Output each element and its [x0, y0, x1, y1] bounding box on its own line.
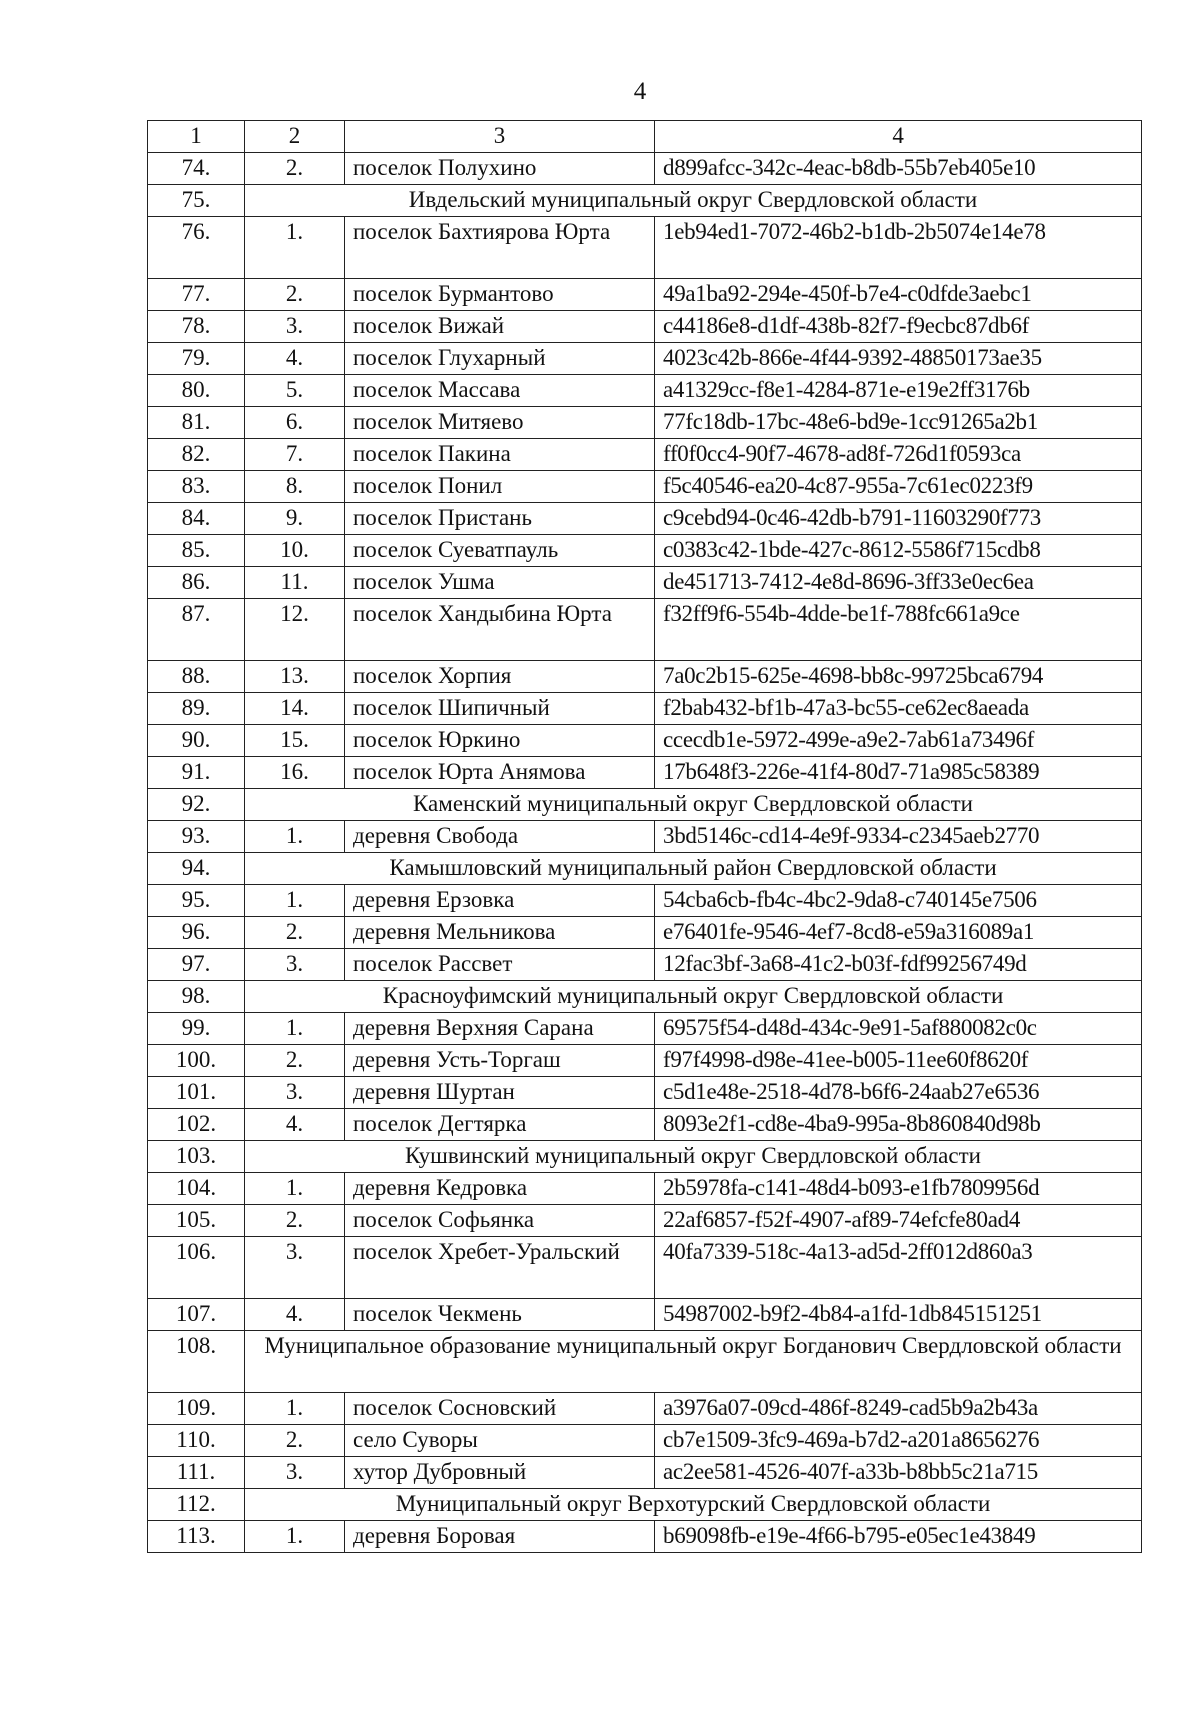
guid-cell: e76401fe-9546-4ef7-8cd8-e59a316089a1 [655, 917, 1142, 949]
sub-number-cell: 1. [245, 885, 345, 917]
settlement-name-cell: деревня Свобода [345, 821, 655, 853]
settlement-name-cell: поселок Суеватпауль [345, 535, 655, 567]
settlement-name-cell: деревня Боровая [345, 1521, 655, 1553]
guid-cell: c0383c42-1bde-427c-8612-5586f715cdb8 [655, 535, 1142, 567]
table-row [148, 1045, 1142, 1077]
sub-number-cell: 7. [245, 439, 345, 471]
sub-number-cell: 3. [245, 1237, 345, 1299]
sub-number-cell: 3. [245, 1077, 345, 1109]
row-number-cell: 113. [148, 1521, 245, 1553]
settlement-name-cell: деревня Верхняя Сарана [345, 1013, 655, 1045]
row-number-cell: 87. [148, 599, 245, 661]
row-number-cell: 80. [148, 375, 245, 407]
sub-number-cell: 1. [245, 217, 345, 279]
guid-cell: c44186e8-d1df-438b-82f7-f9ecbc87db6f [655, 311, 1142, 343]
row-number-cell: 103. [148, 1141, 245, 1173]
guid-cell: 40fa7339-518c-4a13-ad5d-2ff012d860a3 [655, 1237, 1142, 1299]
table-row [148, 693, 1142, 725]
guid-cell: a3976a07-09cd-486f-8249-cad5b9a2b43a [655, 1393, 1142, 1425]
table-row [148, 439, 1142, 471]
table-row [148, 503, 1142, 535]
group-row [148, 853, 1142, 885]
guid-cell: ff0f0cc4-90f7-4678-ad8f-726d1f0593ca [655, 439, 1142, 471]
settlement-name-cell: поселок Хребет-Уральский [345, 1237, 655, 1299]
table-row [148, 311, 1142, 343]
settlement-name-cell: поселок Софьянка [345, 1205, 655, 1237]
sub-number-cell: 4. [245, 343, 345, 375]
sub-number-cell: 1. [245, 1013, 345, 1045]
guid-cell: f2bab432-bf1b-47a3-bc55-ce62ec8aeada [655, 693, 1142, 725]
header-cell-3: 3 [345, 121, 655, 153]
sub-number-cell: 2. [245, 1045, 345, 1077]
settlement-name-cell: поселок Бурмантово [345, 279, 655, 311]
row-number-cell: 108. [148, 1331, 245, 1393]
table-row [148, 1457, 1142, 1489]
row-number-cell: 99. [148, 1013, 245, 1045]
row-number-cell: 105. [148, 1205, 245, 1237]
sub-number-cell: 13. [245, 661, 345, 693]
settlement-name-cell: поселок Глухарный [345, 343, 655, 375]
sub-number-cell: 16. [245, 757, 345, 789]
table-row [148, 375, 1142, 407]
row-number-cell: 75. [148, 185, 245, 217]
guid-cell: c5d1e48e-2518-4d78-b6f6-24aab27e6536 [655, 1077, 1142, 1109]
row-number-cell: 78. [148, 311, 245, 343]
municipality-heading-cell: Муниципальный округ Верхотурский Свердловской области [245, 1489, 1142, 1521]
sub-number-cell: 2. [245, 153, 345, 185]
settlement-name-cell: поселок Рассвет [345, 949, 655, 981]
row-number-cell: 86. [148, 567, 245, 599]
settlement-name-cell: поселок Полухино [345, 153, 655, 185]
guid-cell: 3bd5146c-cd14-4e9f-9334-c2345aeb2770 [655, 821, 1142, 853]
table-row [148, 567, 1142, 599]
row-number-cell: 100. [148, 1045, 245, 1077]
guid-cell: 54987002-b9f2-4b84-a1fd-1db845151251 [655, 1299, 1142, 1331]
row-number-cell: 110. [148, 1425, 245, 1457]
sub-number-cell: 1. [245, 821, 345, 853]
sub-number-cell: 1. [245, 1521, 345, 1553]
row-number-cell: 104. [148, 1173, 245, 1205]
guid-cell: 4023c42b-866e-4f44-9392-48850173ae35 [655, 343, 1142, 375]
guid-cell: ccecdb1e-5972-499e-a9e2-7ab61a73496f [655, 725, 1142, 757]
table-row [148, 217, 1142, 279]
sub-number-cell: 2. [245, 917, 345, 949]
settlement-name-cell: поселок Юркино [345, 725, 655, 757]
row-number-cell: 76. [148, 217, 245, 279]
sub-number-cell: 6. [245, 407, 345, 439]
table-row [148, 1205, 1142, 1237]
municipality-heading-cell: Камышловский муниципальный район Свердловской области [245, 853, 1142, 885]
table-row [148, 661, 1142, 693]
table-row [148, 885, 1142, 917]
row-number-cell: 95. [148, 885, 245, 917]
settlement-name-cell: село Суворы [345, 1425, 655, 1457]
settlement-name-cell: деревня Шуртан [345, 1077, 655, 1109]
guid-cell: d899afcc-342c-4eac-b8db-55b7eb405e10 [655, 153, 1142, 185]
guid-cell: 2b5978fa-c141-48d4-b093-e1fb7809956d [655, 1173, 1142, 1205]
group-row [148, 789, 1142, 821]
row-number-cell: 85. [148, 535, 245, 567]
sub-number-cell: 9. [245, 503, 345, 535]
guid-cell: b69098fb-e19e-4f66-b795-e05ec1e43849 [655, 1521, 1142, 1553]
sub-number-cell: 3. [245, 311, 345, 343]
row-number-cell: 81. [148, 407, 245, 439]
row-number-cell: 98. [148, 981, 245, 1013]
guid-cell: 7a0c2b15-625e-4698-bb8c-99725bca6794 [655, 661, 1142, 693]
group-row [148, 1331, 1142, 1393]
guid-cell: f97f4998-d98e-41ee-b005-11ee60f8620f [655, 1045, 1142, 1077]
settlement-name-cell: деревня Кедровка [345, 1173, 655, 1205]
table-row [148, 725, 1142, 757]
table-row [148, 1109, 1142, 1141]
row-number-cell: 82. [148, 439, 245, 471]
row-number-cell: 77. [148, 279, 245, 311]
sub-number-cell: 14. [245, 693, 345, 725]
row-number-cell: 97. [148, 949, 245, 981]
header-cell-2: 2 [245, 121, 345, 153]
table-row [148, 279, 1142, 311]
row-number-cell: 88. [148, 661, 245, 693]
settlement-name-cell: деревня Мельникова [345, 917, 655, 949]
table-row [148, 1173, 1142, 1205]
row-number-cell: 74. [148, 153, 245, 185]
group-row [148, 185, 1142, 217]
table-row [148, 1425, 1142, 1457]
sub-number-cell: 4. [245, 1109, 345, 1141]
municipality-heading-cell: Красноуфимский муниципальный округ Свердловской области [245, 981, 1142, 1013]
row-number-cell: 101. [148, 1077, 245, 1109]
settlement-name-cell: поселок Массава [345, 375, 655, 407]
sub-number-cell: 11. [245, 567, 345, 599]
settlement-name-cell: поселок Юрта Анямова [345, 757, 655, 789]
sub-number-cell: 10. [245, 535, 345, 567]
row-number-cell: 79. [148, 343, 245, 375]
table-row [148, 343, 1142, 375]
guid-cell: 22af6857-f52f-4907-af89-74efcfe80ad4 [655, 1205, 1142, 1237]
page-number: 4 [633, 78, 647, 105]
settlement-name-cell: поселок Понил [345, 471, 655, 503]
sub-number-cell: 12. [245, 599, 345, 661]
table-row [148, 535, 1142, 567]
sub-number-cell: 3. [245, 1457, 345, 1489]
settlement-name-cell: поселок Пакина [345, 439, 655, 471]
municipality-heading-cell: Ивдельский муниципальный округ Свердловской области [245, 185, 1142, 217]
row-number-cell: 91. [148, 757, 245, 789]
settlement-name-cell: поселок Хандыбина Юрта [345, 599, 655, 661]
table-row [148, 757, 1142, 789]
group-row [148, 981, 1142, 1013]
row-number-cell: 109. [148, 1393, 245, 1425]
table-row [148, 1237, 1142, 1299]
municipality-heading-cell: Кушвинский муниципальный округ Свердловской области [245, 1141, 1142, 1173]
guid-cell: 17b648f3-226e-41f4-80d7-71a985c58389 [655, 757, 1142, 789]
guid-cell: cb7e1509-3fc9-469a-b7d2-a201a8656276 [655, 1425, 1142, 1457]
sub-number-cell: 15. [245, 725, 345, 757]
sub-number-cell: 2. [245, 279, 345, 311]
guid-cell: 69575f54-d48d-434c-9e91-5af880082c0c [655, 1013, 1142, 1045]
header-cell-1: 1 [148, 121, 245, 153]
settlement-name-cell: поселок Чекмень [345, 1299, 655, 1331]
table-row [148, 1299, 1142, 1331]
table-row [148, 471, 1142, 503]
settlement-name-cell: поселок Ушма [345, 567, 655, 599]
settlement-name-cell: хутор Дубровный [345, 1457, 655, 1489]
header-cell-4: 4 [655, 121, 1142, 153]
row-number-cell: 89. [148, 693, 245, 725]
guid-cell: f5c40546-ea20-4c87-955a-7c61ec0223f9 [655, 471, 1142, 503]
settlement-name-cell: поселок Дегтярка [345, 1109, 655, 1141]
sub-number-cell: 2. [245, 1425, 345, 1457]
table-row [148, 821, 1142, 853]
guid-cell: 49a1ba92-294e-450f-b7e4-c0dfde3aebc1 [655, 279, 1142, 311]
table-row [148, 1013, 1142, 1045]
table-row [148, 1077, 1142, 1109]
row-number-cell: 102. [148, 1109, 245, 1141]
settlement-name-cell: поселок Хорпия [345, 661, 655, 693]
table-row [148, 1393, 1142, 1425]
municipality-heading-cell: Каменский муниципальный округ Свердловской области [245, 789, 1142, 821]
sub-number-cell: 1. [245, 1173, 345, 1205]
settlement-name-cell: поселок Бахтиярова Юрта [345, 217, 655, 279]
settlement-name-cell: деревня Ерзовка [345, 885, 655, 917]
guid-cell: f32ff9f6-554b-4dde-be1f-788fc661a9ce [655, 599, 1142, 661]
table-row [148, 599, 1142, 661]
guid-cell: 12fac3bf-3a68-41c2-b03f-fdf99256749d [655, 949, 1142, 981]
guid-cell: c9cebd94-0c46-42db-b791-11603290f773 [655, 503, 1142, 535]
sub-number-cell: 4. [245, 1299, 345, 1331]
row-number-cell: 96. [148, 917, 245, 949]
settlement-name-cell: поселок Вижай [345, 311, 655, 343]
row-number-cell: 84. [148, 503, 245, 535]
guid-cell: ac2ee581-4526-407f-a33b-b8bb5c21a715 [655, 1457, 1142, 1489]
table-row [148, 153, 1142, 185]
settlement-name-cell: поселок Пристань [345, 503, 655, 535]
settlement-name-cell: поселок Митяево [345, 407, 655, 439]
guid-cell: 1eb94ed1-7072-46b2-b1db-2b5074e14e78 [655, 217, 1142, 279]
table-row [148, 1521, 1142, 1553]
guid-cell: 8093e2f1-cd8e-4ba9-995a-8b860840d98b [655, 1109, 1142, 1141]
row-number-cell: 112. [148, 1489, 245, 1521]
row-number-cell: 92. [148, 789, 245, 821]
table-row [148, 949, 1142, 981]
row-number-cell: 107. [148, 1299, 245, 1331]
settlements-table [147, 120, 1142, 1553]
group-row [148, 1141, 1142, 1173]
table-row [148, 917, 1142, 949]
table-body [148, 121, 1142, 1553]
table-row [148, 407, 1142, 439]
sub-number-cell: 8. [245, 471, 345, 503]
table-header-row [148, 121, 1142, 153]
settlement-name-cell: поселок Сосновский [345, 1393, 655, 1425]
row-number-cell: 90. [148, 725, 245, 757]
sub-number-cell: 3. [245, 949, 345, 981]
settlement-name-cell: деревня Усть-Торгаш [345, 1045, 655, 1077]
guid-cell: 54cba6cb-fb4c-4bc2-9da8-c740145e7506 [655, 885, 1142, 917]
guid-cell: de451713-7412-4e8d-8696-3ff33e0ec6ea [655, 567, 1142, 599]
sub-number-cell: 5. [245, 375, 345, 407]
row-number-cell: 83. [148, 471, 245, 503]
row-number-cell: 106. [148, 1237, 245, 1299]
sub-number-cell: 2. [245, 1205, 345, 1237]
group-row [148, 1489, 1142, 1521]
municipality-heading-cell: Муниципальное образование муниципальный округ Богданович Свердловской области [245, 1331, 1142, 1393]
settlement-name-cell: поселок Шипичный [345, 693, 655, 725]
guid-cell: 77fc18db-17bc-48e6-bd9e-1cc91265a2b1 [655, 407, 1142, 439]
row-number-cell: 93. [148, 821, 245, 853]
guid-cell: a41329cc-f8e1-4284-871e-e19e2ff3176b [655, 375, 1142, 407]
sub-number-cell: 1. [245, 1393, 345, 1425]
row-number-cell: 111. [148, 1457, 245, 1489]
row-number-cell: 94. [148, 853, 245, 885]
